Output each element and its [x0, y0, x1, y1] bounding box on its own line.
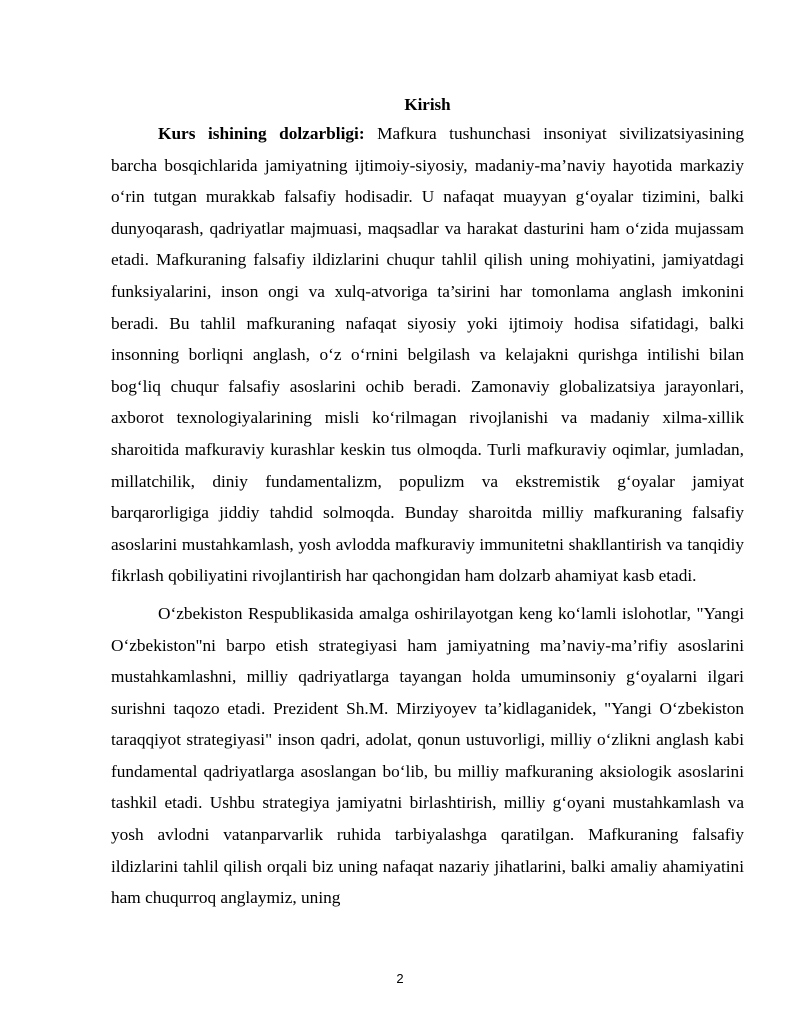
- document-page: [111, 92, 744, 914]
- paragraph-text: O‘zbekiston Respublikasida amalga oshirilayotgan keng ko‘lamli islohotlar, "Yangi O‘zbekiston"ni barpo etish strategiyasi ham jamiyatning ma’naviy-ma’rifiy asoslarini mustahkamlashni, milliy qadriyatlarga tayangan holda umuminsoniy g‘oyalarni ilgari surishni taqozo etadi. Prezident Sh.M. Mirziyoyev ta’kidlaganidek, "Yangi O‘zbekiston taraqqiyot strategiyasi" inson qadri, adolat, qonun ustuvorligi, milliy o‘zlikni anglash kabi fundamental qadriyatlarga asoslangan bo‘lib, bu milliy mafkuraning aksiologik asoslarini tashkil etadi. Ushbu strategiya jamiyatni birlashtirish, milliy g‘oyani mustahkamlash va yosh avlodni vatanparvarlik ruhida tarbiyalashga qaratilgan. Mafkuraning falsafiy ildizlarini tahlil qilish orqali biz uning nafaqat nazariy jihatlarini, balki amaliy ahamiyatini ham chuqurroq anglaymiz, uning: [111, 603, 744, 908]
- section-title: Kirish: [404, 95, 451, 114]
- paragraph-reforms: [111, 598, 744, 914]
- paragraph-lead: Kurs ishining dolzarbligi:: [158, 124, 365, 143]
- page-number: 2: [396, 971, 404, 986]
- paragraph-text: Mafkura tushunchasi insoniyat sivilizatsiyasining barcha bosqichlarida jamiyatning ijtimoiy-siyosiy, madaniy-ma’naviy hayotida markaziy o‘rin tutgan murakkab falsafiy hodisadir. U nafaqat muayyan g‘oyalar tizimini, balki dunyoqarash, qadriyatlar majmuasi, maqsadlar va harakat dasturini ham o‘zida mujassam etadi. Mafkuraning falsafiy ildizlarini chuqur tahlil qilish uning mohiyatini, jamiyatdagi funksiyalarini, inson ongi va xulq-atvoriga ta’sirini har tomonlama anglash imkonini beradi. Bu tahlil mafkuraning nafaqat siyosiy yoki ijtimoiy hodisa sifatidagi, balki insonning borliqni anglash, o‘z o‘rnini belgilash va kelajakni qurishga intilishi bilan bog‘liq chuqur falsafiy asoslarini ochib beradi. Zamonaviy globalizatsiya jarayonlari, axborot texnologiyalarining misli ko‘rilmagan rivojlanishi va madaniy xilma-xillik sharoitida mafkuraviy kurashlar keskin tus olmoqda. Turli mafkuraviy oqimlar, jumladan, millatchilik, diniy fundamentalizm, populizm va ekstremistik g‘oyalar jamiyat barqarorligiga jiddiy tahdid solmoqda. Bunday sharoitda milliy mafkuraning falsafiy asoslarini mustahkamlash, yosh avlodda mafkuraviy immunitetni shakllantirish va tanqidiy fikrlash qobiliyatini rivojlantirish har qachongidan ham dolzarb ahamiyat kasb etadi.: [111, 124, 744, 586]
- paragraph-relevance: [111, 118, 744, 592]
